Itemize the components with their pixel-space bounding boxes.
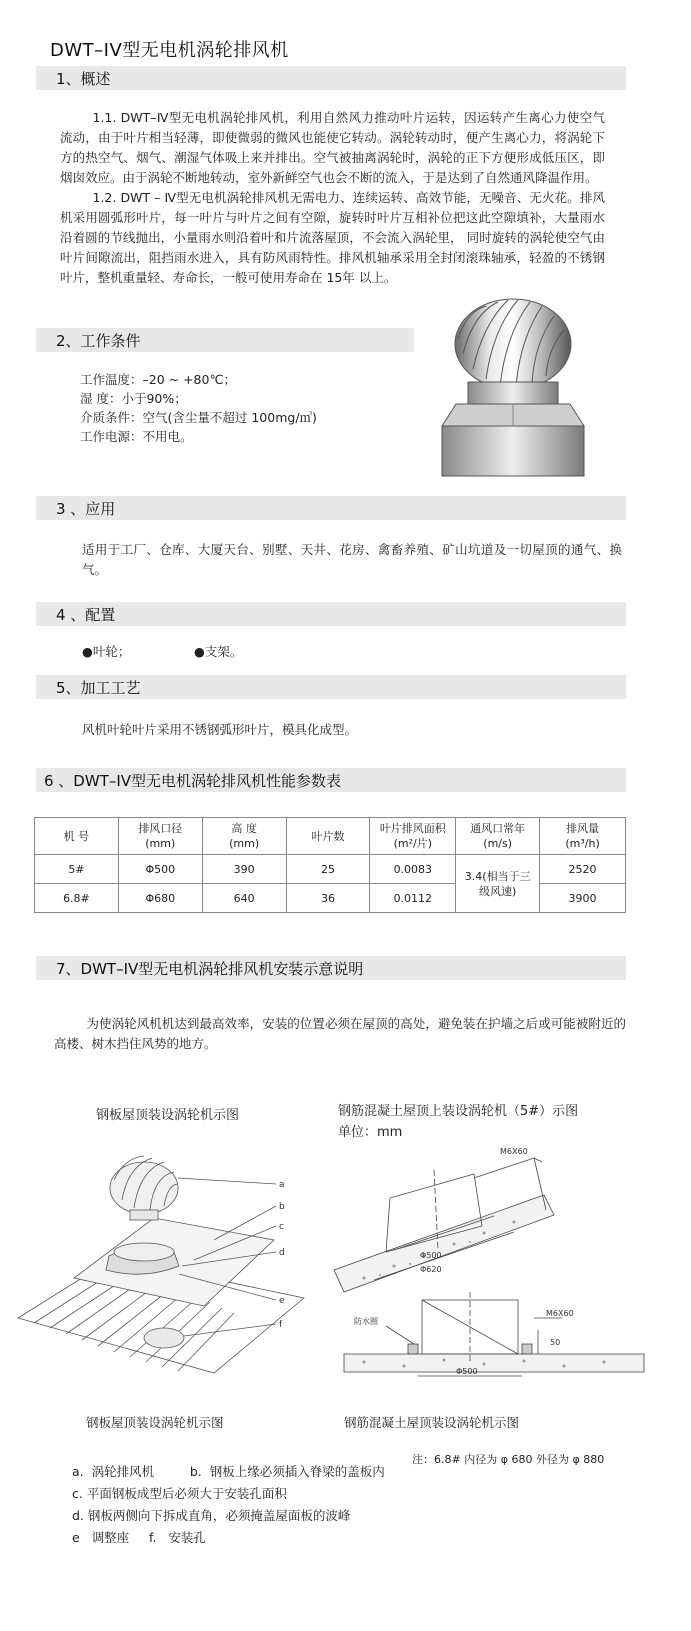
legend-item: a. 涡轮排风机 b. 钢板上缘必须插入脊梁的盖板内 (72, 1464, 385, 1479)
condition-medium: 介质条件：空气(含尘量不超过 100mg/㎥) (80, 410, 317, 425)
table-header: 叶片数 (286, 818, 370, 855)
section-4-heading: 4 、配置 (56, 606, 116, 624)
table-cell: 640 (202, 884, 286, 913)
dim-m6-bottom: M6X60 (546, 1309, 574, 1318)
table-cell: 36 (286, 884, 370, 913)
label-f: f (279, 1320, 283, 1330)
condition-temperature: 工作温度：–20 ~ +80℃； (80, 372, 236, 387)
dim-500-top: Φ500 (420, 1251, 442, 1260)
table-header-row (35, 818, 626, 855)
fig-right-title: 钢筋混凝土屋顶上装设涡轮机（5#）示图 (338, 1104, 579, 1119)
work-conditions (80, 370, 317, 446)
table-header: 叶片排风面积 (m²/片) (370, 818, 456, 855)
section-1-para-2: 1.2. DWT – Ⅳ型无电机涡轮排风机无需电力、连续运转、高效节能，无噪音、无火花。排风机采用圆弧形叶片，每一叶片与叶片之间有空隙，旋转时叶片互相补位把这此空隙填补，大量雨水沿着圆的节线抛出，小量雨水则沿着叶和片流落屋顶，不会流入涡轮里， 同时旋转的涡轮使空气由叶片间隙流出，阻挡雨水进入，具有防风雨特性。排风机轴承采用全封闭滚珠轴承，轻盈的不锈钢叶片，整机重量轻、寿命长，一般可使用寿命在 15年 以上。 (60, 190, 605, 285)
section-6-bar (36, 768, 626, 792)
fig-right-caption: 钢筋混凝土屋顶装设涡轮机示图 (344, 1415, 520, 1430)
label-c: c (279, 1222, 284, 1232)
performance-table (34, 817, 626, 913)
table-cell-merged: 3.4(相当于三 级风速) (456, 855, 540, 913)
legend-item: d. 钢板两侧向下拆成直角，必须掩盖屋面板的波峰 (72, 1508, 351, 1523)
fig-left-caption: 钢板屋顶装设涡轮机示图 (86, 1415, 224, 1430)
table-header: 排风口径 (mm) (118, 818, 202, 855)
legend-item: c. 平面钢板成型后必须大于安装孔面积 (72, 1486, 287, 1501)
steel-roof-diagram (14, 1148, 314, 1378)
legend-list (72, 1461, 632, 1549)
section-5-bar (36, 675, 626, 699)
turbine-fan-photo (438, 294, 588, 478)
fig-right-unit: 单位：mm (338, 1125, 403, 1140)
fig-left-title: 钢板屋顶装设涡轮机示图 (96, 1108, 240, 1123)
condition-power: 工作电源：不用电。 (80, 429, 193, 444)
label-e: e (279, 1296, 285, 1306)
label-a: a (279, 1180, 285, 1190)
page-title: DWT–IV型无电机涡轮排风机 (50, 40, 289, 61)
section-7-bar (36, 956, 626, 980)
table-cell: 25 (286, 855, 370, 884)
table-header: 机 号 (35, 818, 119, 855)
table-header: 通风口常年 (m/s) (456, 818, 540, 855)
table-cell: 0.0112 (370, 884, 456, 913)
table-cell: 2520 (540, 855, 626, 884)
condition-humidity: 湿 度：小于90%； (80, 391, 187, 406)
section-4-bar (36, 602, 626, 626)
table-cell: 5# (35, 855, 119, 884)
table-cell: Φ500 (118, 855, 202, 884)
size-note: 注：6.8# 内径为 φ 680 外径为 φ 880 (412, 1453, 605, 1466)
label-b: b (279, 1202, 285, 1212)
table-cell: Φ680 (118, 884, 202, 913)
section-2-heading: 2、工作条件 (56, 332, 141, 350)
installation-para: 为使涡轮风机机达到最高效率，安装的位置必须在屋顶的高处，避免装在护墙之后或可能被附近的高楼、树木挡住风势的地方。 (54, 1016, 626, 1051)
config-item-impeller: ●叶轮； (82, 644, 131, 659)
section-7-heading: 7、DWT–IV型无电机涡轮排风机安装示意说明 (56, 960, 364, 978)
section-1-para-1: 1.1. DWT–Ⅳ型无电机涡轮排风机，利用自然风力推动叶片运转，因运转产生离心力使空气流动，由于叶片相当轻薄，即使微弱的微风也能使它转动。涡轮转动时，便产生离心力，将涡轮下方的热空气、烟气、潮湿气体吸上来并排出。空气被抽离涡轮时，涡轮的正下方便形成低压区，即烟囱效应。由于涡轮不断地转动，室外新鲜空气也会不断的流入，于是达到了自然通风降温作用。 (60, 110, 605, 185)
section-6-heading: 6 、DWT–IV型无电机涡轮排风机性能参数表 (44, 772, 342, 790)
dim-500-bottom: Φ500 (456, 1367, 478, 1376)
section-3-heading: 3 、应用 (56, 500, 116, 518)
section-1-body (60, 108, 605, 288)
table-cell: 3900 (540, 884, 626, 913)
process-text: 风机叶轮叶片采用不锈钢弧形叶片，模具化成型。 (82, 722, 358, 737)
section-2-bar (36, 328, 414, 352)
dim-620: Φ620 (420, 1265, 442, 1274)
table-cell: 0.0083 (370, 855, 456, 884)
concrete-roof-diagram (324, 1140, 664, 1380)
table-header: 高 度 (mm) (202, 818, 286, 855)
table-header: 排风量 (m³/h) (540, 818, 626, 855)
section-3-bar (36, 496, 626, 520)
waterproof-label: 防水圈 (354, 1317, 378, 1326)
installation-text (54, 1014, 626, 1054)
legend-item: e 调整座 f. 安装孔 (72, 1530, 206, 1545)
section-5-heading: 5、加工工艺 (56, 679, 141, 697)
dim-m6-top: M6X60 (500, 1147, 528, 1156)
section-1-bar (36, 66, 626, 90)
section-1-heading: 1、概述 (56, 70, 111, 88)
table-row (35, 855, 626, 884)
dim-50: 50 (550, 1338, 561, 1347)
application-text: 适用于工厂、仓库、大厦天台、别墅、天井、花房、禽畜养殖、矿山坑道及一切屋顶的通气、换气。 (82, 542, 622, 577)
table-cell: 390 (202, 855, 286, 884)
table-cell: 6.8# (35, 884, 119, 913)
label-d: d (279, 1248, 285, 1258)
config-item-bracket: ●支架。 (194, 644, 243, 659)
